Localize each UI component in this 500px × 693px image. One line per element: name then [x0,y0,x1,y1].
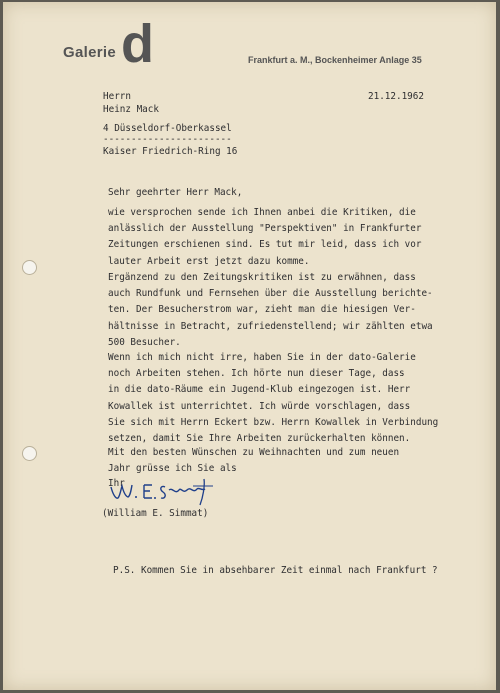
letterhead-logo-d: d [121,14,154,74]
punch-hole-bottom [22,446,37,461]
recipient-line-2: Heinz Mack [103,104,159,115]
paragraph-2: Ergänzend zu den Zeitungskritiken ist zu erwähnen, dass auch Rundfunk und Fernsehen über die Ausstellung berichte- ten. Der Besucherstrom war, zieht man die hiesigen Ver- hältnisse in Betracht, zufriedenstellend; wir zählten etwa 500 Besucher. [108,272,433,348]
paragraph-3: Wenn ich mich nicht irre, haben Sie in der dato-Galerie noch Arbeiten stehen. Ich hörte nun dieser Tage, dass in die dato-Räume ein Jugend-Klub eingezogen ist. Herr Kowallek ist unterrichtet. Ich würde vorschlagen, dass Sie sich mit Herrn Eckert bzw. Herrn Kowallek in Verbindung setzen, damit Sie Ihre Arbeiten zurückerhalten können. [108,352,439,445]
closing: Ihr [108,478,125,489]
postscript: P.S. Kommen Sie in absehbarer Zeit einmal nach Frankfurt ? [113,565,438,576]
recipient-line-4: Kaiser Friedrich-Ring 16 [103,146,238,157]
letterhead-address: Frankfurt a. M., Bockenheimer Anlage 35 [248,55,422,65]
punch-hole-top [22,260,37,275]
paragraph-1: wie versprochen sende ich Ihnen anbei die Kritiken, die anlässlich der Ausstellung "Perspektiven" in Frankfurter Zeitungen erschienen sind. Es tut mir leid, dass ich vor lauter Arbeit erst jetzt dazu komme. [108,207,422,267]
recipient-line-1: Herrn [103,91,131,102]
recipient-underline: ----------------------- [103,134,232,145]
letterhead-name: Galerie [63,44,116,61]
handwritten-signature [107,477,219,509]
paragraph-4: Mit den besten Wünschen zu Weihnachten und zum neuen Jahr grüsse ich Sie als [108,447,400,475]
letter-sheet [3,2,496,690]
salutation: Sehr geehrter Herr Mack, [108,187,243,198]
recipient-line-3: 4 Düsseldorf-Oberkassel [103,123,232,134]
letter-date: 21.12.1962 [368,91,424,102]
signature-name: (William E. Simmat) [102,508,209,519]
